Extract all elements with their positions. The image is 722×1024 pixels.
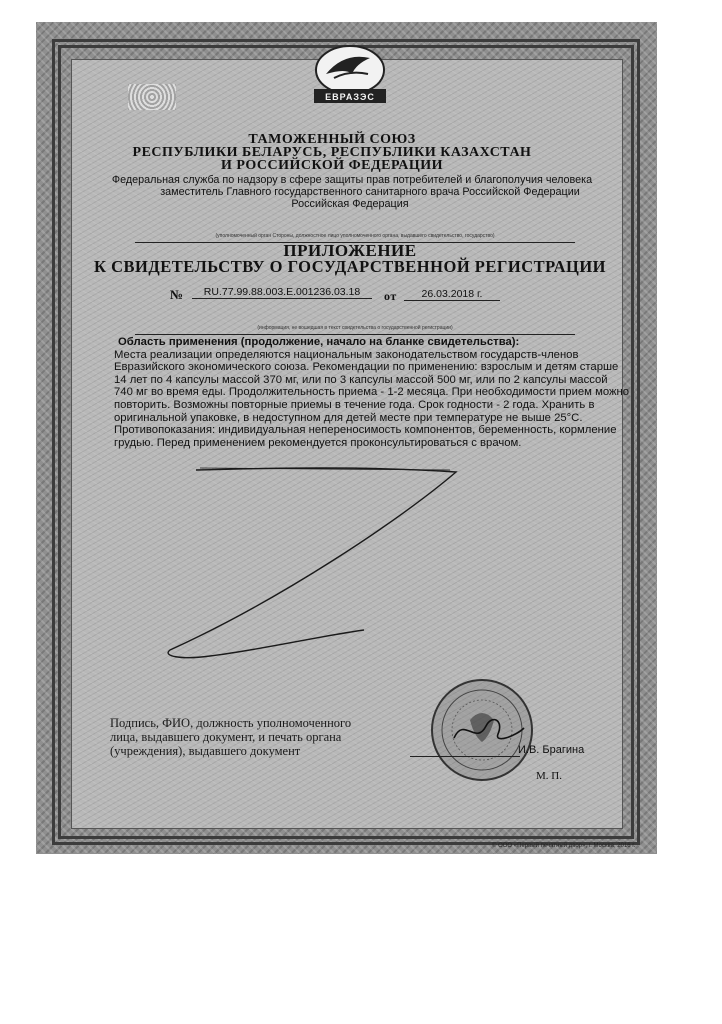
agency-line3: Российская Федерация: [291, 198, 409, 210]
signature-label-line3: (учреждения), выдавшего документ: [110, 744, 301, 758]
body-line-2: Евразийского экономического союза. Рекомендации по применению: взрослым и детям старше: [114, 361, 619, 374]
agency-line1: Федеральная служба по надзору в сфере защиты прав потребителей и благополучия человека: [111, 174, 593, 186]
signer-name: И.В. Брагина: [518, 744, 585, 756]
logo-text: ЕВРАЗЭС: [325, 92, 375, 102]
agency-caption: (уполномоченный орган Стороны, должностное лицо уполномоченного органа, выдавшего свидетельство, государство): [215, 233, 495, 239]
number-label: №: [170, 287, 184, 302]
union-title-line2: РЕСПУБЛИКИ БЕЛАРУСЬ, РЕСПУБЛИКИ КАЗАХСТАН: [132, 145, 532, 160]
body-line-8: грудью. Перед применением рекомендуется проконсультироваться с врачом.: [114, 436, 522, 449]
body-line-3: 14 лет по 4 капсулы массой 370 мг, или по 3 капсулы массой 500 мг, или по 2 капсулы массой: [114, 373, 608, 386]
body-line-6: оригинальной упаковке, в недоступном для детей месте при температуре не выше 25°С.: [114, 411, 583, 424]
blank-space-scribble: [150, 460, 470, 670]
info-caption: (информация, не вошедшая в текст свидетельства о государственной регистрации): [257, 325, 453, 331]
union-title-line1: ТАМОЖЕННЫЙ СОЮЗ: [248, 132, 416, 147]
union-title-line3: И РОССИЙСКОЙ ФЕДЕРАЦИИ: [221, 158, 443, 173]
body-line-7: Противопоказания: индивидуальная непереносимость компонентов, беременность, кормление: [114, 424, 617, 437]
signature-line: [410, 756, 520, 757]
signature-label-line2: лица, выдавшего документ, и печать органа: [110, 730, 342, 744]
decorative-rosette: [128, 84, 176, 110]
date-label: от: [384, 289, 397, 303]
body-line-4: 740 мг во время еды. Продолжительность приема - 1-2 месяца. При необходимости прием можно: [114, 386, 630, 399]
signature-label-line1: Подпись, ФИО, должность уполномоченного: [110, 716, 352, 730]
body-line-1: Места реализации определяются национальным законодательством государств-членов: [114, 348, 579, 361]
official-seal-icon: [420, 676, 550, 784]
application-area-text: [114, 336, 630, 449]
appendix-subtitle: К СВИДЕТЕЛЬСТВУ О ГОСУДАРСТВЕННОЙ РЕГИСТРАЦИИ: [94, 257, 606, 276]
certificate-number: RU.77.99.88.003.Е.001236.03.18: [192, 286, 372, 299]
certificate-date: 26.03.2018 г.: [404, 288, 500, 301]
info-caption-line: [135, 316, 575, 335]
appendix-title: ПРИЛОЖЕНИЕ: [283, 241, 417, 260]
application-heading: Область применения (продолжение, начало на бланке свидетельства):: [118, 336, 520, 348]
agency-line2: заместитель Главного государственного санитарного врача Российской Федерации: [160, 186, 580, 198]
seal-place-label: М. П.: [536, 770, 562, 782]
printer-imprint: © ООО «Первый печатный двор», г. Москва, 2016 г.: [492, 843, 636, 849]
body-line-5: повторить. Возможны повторные приемы в течение года. Срок годности - 2 года. Хранить в: [114, 398, 595, 411]
signature-label: [110, 716, 390, 758]
